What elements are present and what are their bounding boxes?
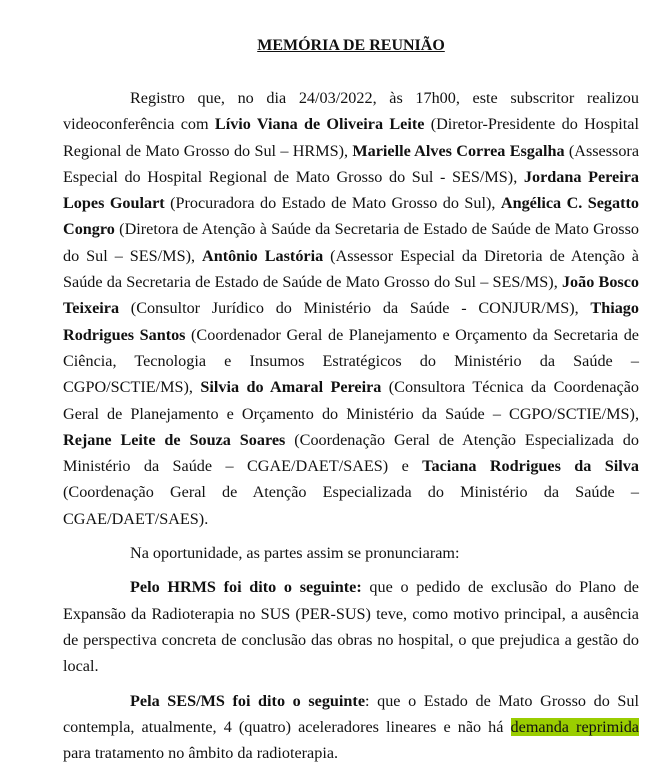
participant-name: Taciana Rodrigues da Silva bbox=[422, 457, 639, 476]
hrms-paragraph bbox=[63, 574, 639, 679]
participant-name: Thiago Rodrigues Santos bbox=[63, 299, 639, 344]
participant-role: (Coordenador Geral de Planejamento e Orçamento da Secretaria de Ciência, Tecnologia e Insumos Estratégicos do Ministério da Saúde – CGPO/SCTIE/MS), bbox=[63, 325, 639, 397]
participant-name: Antônio Lastória bbox=[202, 246, 324, 265]
participant-role: (Coordenação Geral de Atenção Especializada do Ministério da Saúde – CGAE/DAET/SAES). bbox=[63, 483, 639, 528]
sesms-text: : que o Estado de Mato Grosso do Sul contempla, atualmente, 4 (quatro) aceleradores lineares e não há bbox=[63, 691, 639, 736]
highlighted-text: demanda reprimida bbox=[510, 717, 639, 736]
sesms-lead: Pela SES/MS foi dito o seguinte bbox=[130, 691, 366, 710]
document-title: MEMÓRIA DE REUNIÃO bbox=[257, 37, 445, 54]
participant-name: Rejane Leite de Souza Soares bbox=[63, 430, 286, 449]
document-page bbox=[63, 0, 639, 766]
sesms-paragraph bbox=[63, 688, 639, 766]
participant-name: Angélica C. Segatto Congro bbox=[63, 194, 639, 239]
participant-role: (Consultora Técnica da Coordenação Geral de Planejamento e Orçamento do Ministério da Saúde – CGPO/SCTIE/MS), bbox=[63, 378, 639, 423]
sesms-text-end: para tratamento no âmbito da radioterapia. bbox=[63, 744, 339, 763]
participant-role: (Assessor Especial da Diretoria de Atenção à Saúde da Secretaria de Estado de Saúde de Mato Grosso do Sul – SES/MS), bbox=[63, 246, 639, 292]
intro-text: Registro que, no dia 24/03/2022, às 17h00, este subscritor realizou videoconferência com bbox=[63, 89, 639, 134]
participant-name: João Bosco Teixeira bbox=[63, 273, 639, 318]
participant-name: Marielle Alves Correa Esgalha bbox=[352, 141, 565, 160]
participant-name: Lívio Viana de Oliveira Leite bbox=[214, 115, 425, 134]
participant-role: (Assessora Especial do Hospital Regional de Mato Grosso do Sul - SES/MS), bbox=[63, 141, 640, 186]
participant-role: (Coordenação Geral de Atenção Especializada do Ministério da Saúde – CGAE/DAET/SAES) e bbox=[63, 430, 639, 476]
hrms-text: que o pedido de exclusão do Plano de Expansão da Radioterapia no SUS (PER-SUS) teve, como motivo principal, a ausência de perspectiva concreta de conclusão das obras no hospital, o que prejudica a gestão do local. bbox=[63, 578, 639, 676]
participant-name: Jordana Pereira Lopes Goulart bbox=[63, 167, 639, 213]
participant-name: Silvia do Amaral Pereira bbox=[200, 378, 382, 397]
participant-role: (Procuradora do Estado de Mato Grosso do Sul), bbox=[164, 194, 501, 213]
participant-role: (Diretora de Atenção à Saúde da Secretaria de Estado de Saúde de Mato Grosso do Sul – SES/MS), bbox=[63, 220, 639, 265]
participant-role: (Diretor-Presidente do Hospital Regional de Mato Grosso do Sul – HRMS), bbox=[63, 115, 639, 160]
hrms-lead: Pelo HRMS foi dito o seguinte: bbox=[130, 578, 362, 597]
participant-role: (Consultor Jurídico do Ministério da Saúde - CONJUR/MS), bbox=[119, 299, 591, 318]
opportunity-paragraph: Na oportunidade, as partes assim se pronunciaram: bbox=[130, 544, 460, 563]
intro-paragraph bbox=[63, 85, 639, 532]
